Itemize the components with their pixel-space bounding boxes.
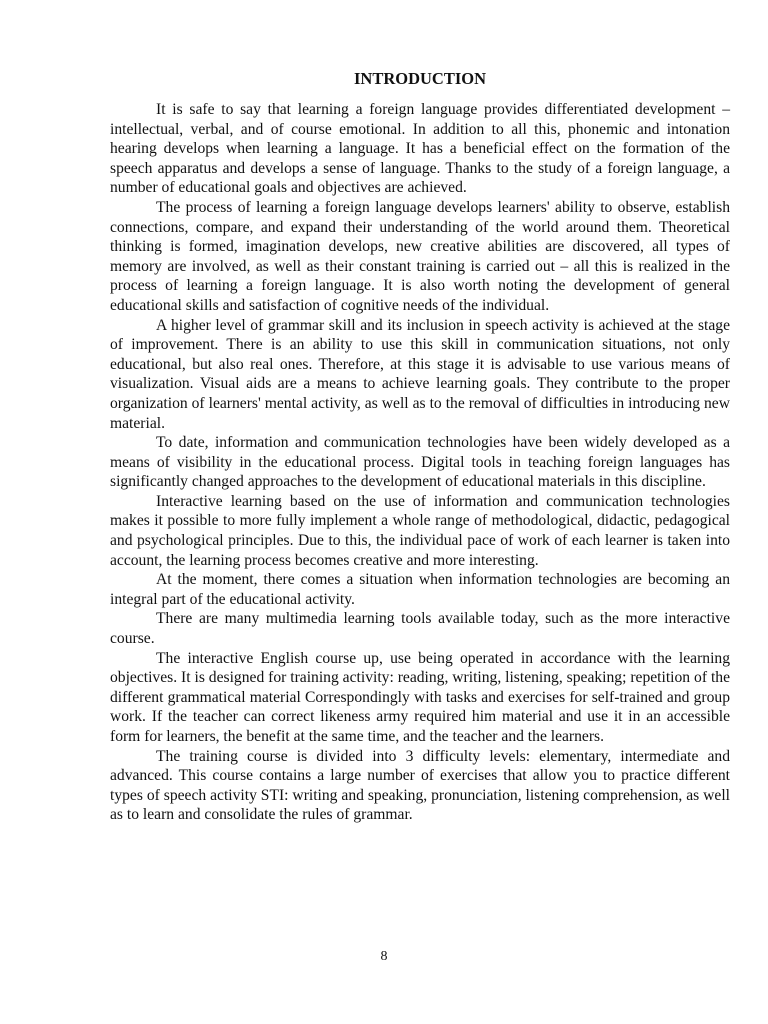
page-title: INTRODUCTION	[353, 69, 487, 88]
paragraph-1: It is safe to say that learning a foreign language provides differentiated development – intellectual, verbal, and of course emotional. In addition to all this, phonemic and intonation hearing develops when learning a language. It has a beneficial effect on the formation of the speech apparatus and develops a sense of language. Thanks to the study of a foreign language, a number of educational goals and objectives are achieved.	[110, 101, 730, 197]
paragraph-5: Interactive learning based on the use of information and communication technologies makes it possible to more fully implement a whole range of methodological, didactic, pedagogical and psychological principles. Due to this, the individual pace of work of each learner is taken into account, the learning process becomes creative and more interesting.	[110, 492, 730, 569]
paragraph-3: A higher level of grammar skill and its inclusion in speech activity is achieved at the stage of improvement. There is an ability to use this skill in communication situations, not only educational, but also real ones. Therefore, at this stage it is advisable to use various means of visualization. Visual aids are a means to achieve learning goals. They contribute to the proper organization of learners' mental activity, as well as to the removal of difficulties in introducing new material.	[110, 316, 730, 432]
paragraph-9: The training course is divided into 3 difficulty levels: elementary, intermediate and advanced. This course contains a large number of exercises that allow you to practice different types of speech activity STI: writing and speaking, pronunciation, listening comprehension, as well as to learn and consolidate the rules of grammar.	[110, 747, 730, 824]
body-text	[110, 100, 730, 825]
paragraph-8: The interactive English course up, use being operated in accordance with the learning objectives. It is designed for training activity: reading, writing, listening, speaking; repetition of the different grammatical material Correspondingly with tasks and exercises for self-trained and group work. If the teacher can correct likeness army required him material and use it in an accessible form for learners, the benefit at the same time, and the teacher and the learners.	[110, 649, 730, 745]
paragraph-7: There are many multimedia learning tools available today, such as the more interactive course.	[110, 610, 730, 648]
paragraph-2: The process of learning a foreign language develops learners' ability to observe, establish connections, compare, and expand their understanding of the world around them. Theoretical thinking is formed, imagination develops, new creative abilities are discovered, all types of memory are involved, as well as their constant training is carried out – all this is realized in the process of learning a foreign language. It is also worth noting the development of general educational skills and satisfaction of cognitive needs of the individual.	[110, 198, 730, 314]
document-page	[110, 68, 730, 825]
paragraph-4: To date, information and communication technologies have been widely developed as a means of visibility in the educational process. Digital tools in teaching foreign languages has significantly changed approaches to the development of educational materials in this discipline.	[110, 434, 730, 491]
page-number: 8	[380, 949, 388, 964]
paragraph-6: At the moment, there comes a situation when information technologies are becoming an integral part of the educational activity.	[110, 571, 730, 608]
